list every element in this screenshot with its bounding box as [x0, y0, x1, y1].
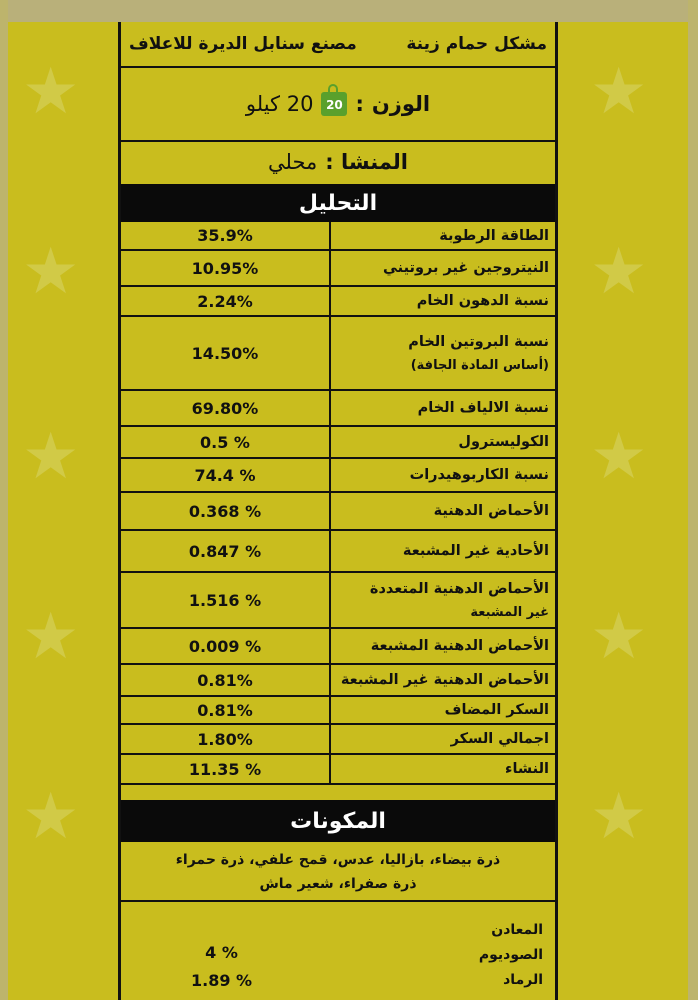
weight-label: الوزن [371, 92, 431, 116]
factory-name: مصنع سنابل الديرة للاعلاف [129, 34, 357, 54]
mineral-label: الصوديوم [478, 947, 543, 963]
analysis-row [121, 628, 555, 664]
analysis-row [121, 286, 555, 316]
mineral-value: 1.89 % [191, 971, 253, 990]
analysis-value: 1.516 % [121, 572, 330, 628]
product-name: مشكل حمام زينة [406, 34, 547, 54]
analysis-label: نسبة البروتين الخام (أساس المادة الجافة) [330, 316, 555, 390]
analysis-row [121, 492, 555, 530]
analysis-value: 74.4 % [121, 458, 330, 492]
analysis-value: 0.81% [121, 696, 330, 724]
analysis-title-bar [121, 184, 555, 222]
analysis-row [121, 222, 555, 250]
star-watermark-icon: ★ [590, 600, 648, 674]
analysis-value: 0.847 % [121, 530, 330, 572]
analysis-value: 0.009 % [121, 628, 330, 664]
analysis-label: اجمالي السكر [330, 724, 555, 754]
analysis-row [121, 426, 555, 458]
ingredients-title-bar [121, 800, 555, 842]
origin-row [121, 140, 555, 184]
right-frame [688, 0, 698, 1000]
origin-value: محلي [268, 150, 318, 174]
analysis-row [121, 754, 555, 784]
analysis-row [121, 316, 555, 390]
analysis-value: 11.35 % [121, 754, 330, 784]
star-watermark-icon: ★ [22, 780, 80, 854]
ingredients-title: المكونات [290, 808, 386, 834]
star-watermark-icon: ★ [22, 420, 80, 494]
left-frame [0, 0, 8, 1000]
ingredients-list [131, 848, 545, 896]
analysis-label: الكوليسترول [330, 426, 555, 458]
analysis-value: 69.80% [121, 390, 330, 426]
analysis-row [121, 390, 555, 426]
analysis-table [121, 222, 555, 785]
analysis-row [121, 724, 555, 754]
minerals-values [191, 939, 252, 995]
analysis-row [121, 696, 555, 724]
star-watermark-icon: ★ [590, 55, 648, 129]
analysis-value: 10.95% [121, 250, 330, 286]
analysis-row [121, 250, 555, 286]
analysis-label: الأحادية غير المشبعة [330, 530, 555, 572]
analysis-label: السكر المضاف [330, 696, 555, 724]
analysis-label: النشاء [330, 754, 555, 784]
analysis-row [121, 458, 555, 492]
mineral-label: الرماد [503, 972, 543, 988]
analysis-label: الأحماض الدهنية المشبعة [330, 628, 555, 664]
weight-value: 20 كيلو [245, 92, 314, 116]
analysis-label: نسبة الدهون الخام [330, 286, 555, 316]
mineral-label: المعادن [491, 922, 543, 938]
weight-row: الوزن : 20 20 كيلو [121, 68, 555, 142]
ingredients-line: ذرة بيضاء، بازاليا، عدس، قمح علفي، ذرة حمراء [175, 852, 501, 868]
analysis-value: 0.5 % [121, 426, 330, 458]
analysis-row [121, 572, 555, 628]
star-watermark-icon: ★ [22, 600, 80, 674]
analysis-label: الأحماض الدهنية المتعددة غير المشبعة [330, 572, 555, 628]
analysis-value: 0.368 % [121, 492, 330, 530]
minerals-labels [479, 918, 543, 993]
analysis-value: 35.9% [121, 222, 330, 250]
analysis-row [121, 530, 555, 572]
ingredients-line: ذرة صفراء، شعير ماش [259, 876, 417, 892]
analysis-title: التحليل [298, 190, 378, 216]
analysis-label: الطاقة الرطوبة [330, 222, 555, 250]
star-watermark-icon: ★ [590, 780, 648, 854]
analysis-label: الأحماض الدهنية [330, 492, 555, 530]
analysis-row [121, 664, 555, 696]
analysis-value: 0.81% [121, 664, 330, 696]
analysis-value: 1.80% [121, 724, 330, 754]
star-watermark-icon: ★ [22, 55, 80, 129]
star-watermark-icon: ★ [22, 235, 80, 309]
star-watermark-icon: ★ [590, 420, 648, 494]
analysis-label: الأحماض الدهنية غير المشبعة [330, 664, 555, 696]
origin-label: المنشا : [325, 150, 408, 174]
analysis-label: النيتروجين غير بروتيني [330, 250, 555, 286]
analysis-label: نسبة الكاربوهيدرات [330, 458, 555, 492]
analysis-value: 2.24% [121, 286, 330, 316]
star-watermark-icon: ★ [590, 235, 648, 309]
mineral-value: 4 % [205, 943, 238, 962]
header [121, 22, 555, 68]
analysis-value: 14.50% [121, 316, 330, 390]
bag-icon: 20 [321, 92, 347, 116]
top-frame [0, 0, 698, 22]
analysis-label: نسبة الالياف الخام [330, 390, 555, 426]
divider [121, 900, 555, 902]
product-label-sheet [118, 22, 558, 1000]
